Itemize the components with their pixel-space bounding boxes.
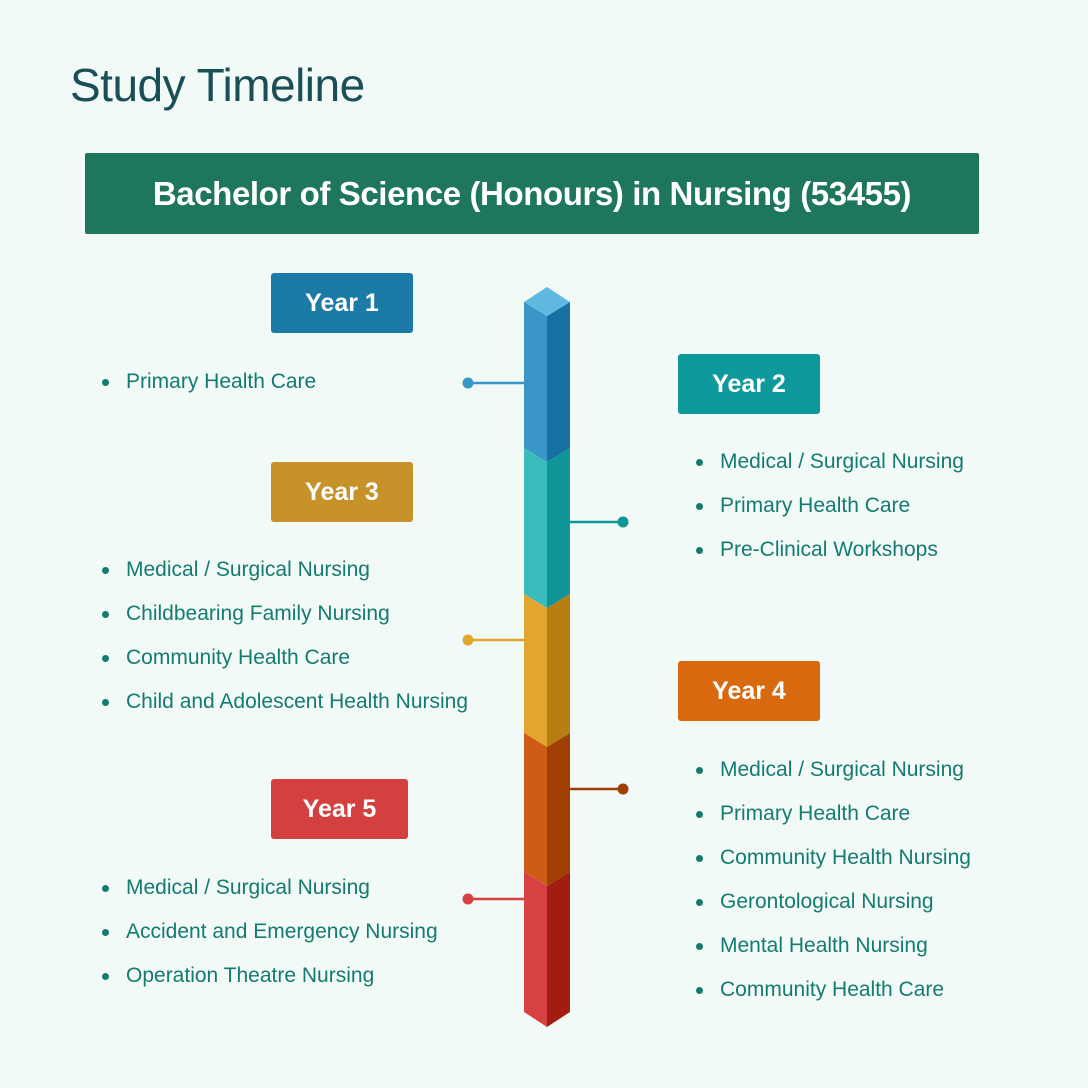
connector-year-1 [463, 378, 525, 389]
year-1-label: Year 1 [305, 288, 379, 317]
course-item: Child and Adolescent Health Nursing [102, 680, 468, 724]
timeline-segment-year-5 [524, 872, 570, 1027]
connector-year-4 [570, 784, 629, 795]
year-4-label: Year 4 [712, 676, 786, 705]
year-3-course-list [102, 548, 468, 724]
course-item: Medical / Surgical Nursing [102, 548, 468, 592]
year-2-course-list [696, 440, 964, 572]
course-item: Primary Health Care [696, 484, 964, 528]
year-1-badge [271, 273, 413, 333]
year-5-course-list [102, 866, 438, 998]
year-2-label: Year 2 [712, 369, 786, 398]
year-1-course-list [102, 360, 316, 404]
year-5-label: Year 5 [302, 794, 377, 823]
course-item: Accident and Emergency Nursing [102, 910, 438, 954]
course-item: Primary Health Care [102, 360, 316, 404]
course-item: Gerontological Nursing [696, 880, 971, 924]
timeline-segment-year-2 [524, 448, 570, 608]
course-item: Operation Theatre Nursing [102, 954, 438, 998]
course-item: Pre-Clinical Workshops [696, 528, 964, 572]
course-item: Childbearing Family Nursing [102, 592, 468, 636]
page-title: Study Timeline [70, 59, 365, 111]
course-item: Primary Health Care [696, 792, 971, 836]
connector-year-5 [463, 894, 525, 905]
programme-title: Bachelor of Science (Honours) in Nursing (53455) [152, 174, 912, 212]
year-3-label: Year 3 [305, 477, 379, 506]
course-item: Medical / Surgical Nursing [696, 440, 964, 484]
timeline-segment-year-1 [524, 302, 570, 462]
year-3-badge [271, 462, 413, 522]
course-item: Medical / Surgical Nursing [102, 866, 438, 910]
year-2-badge [678, 354, 820, 414]
course-item: Mental Health Nursing [696, 924, 971, 968]
year-4-course-list [696, 748, 971, 1012]
course-item: Community Health Care [696, 968, 971, 1012]
connector-year-2 [570, 517, 629, 528]
connector-year-3 [463, 635, 525, 646]
course-item: Community Health Nursing [696, 836, 971, 880]
year-4-badge [678, 661, 820, 721]
year-5-badge [271, 779, 408, 839]
course-item: Community Health Care [102, 636, 468, 680]
course-item: Medical / Surgical Nursing [696, 748, 971, 792]
timeline-segment-year-3 [524, 594, 570, 747]
timeline-segment-year-4 [524, 733, 570, 886]
